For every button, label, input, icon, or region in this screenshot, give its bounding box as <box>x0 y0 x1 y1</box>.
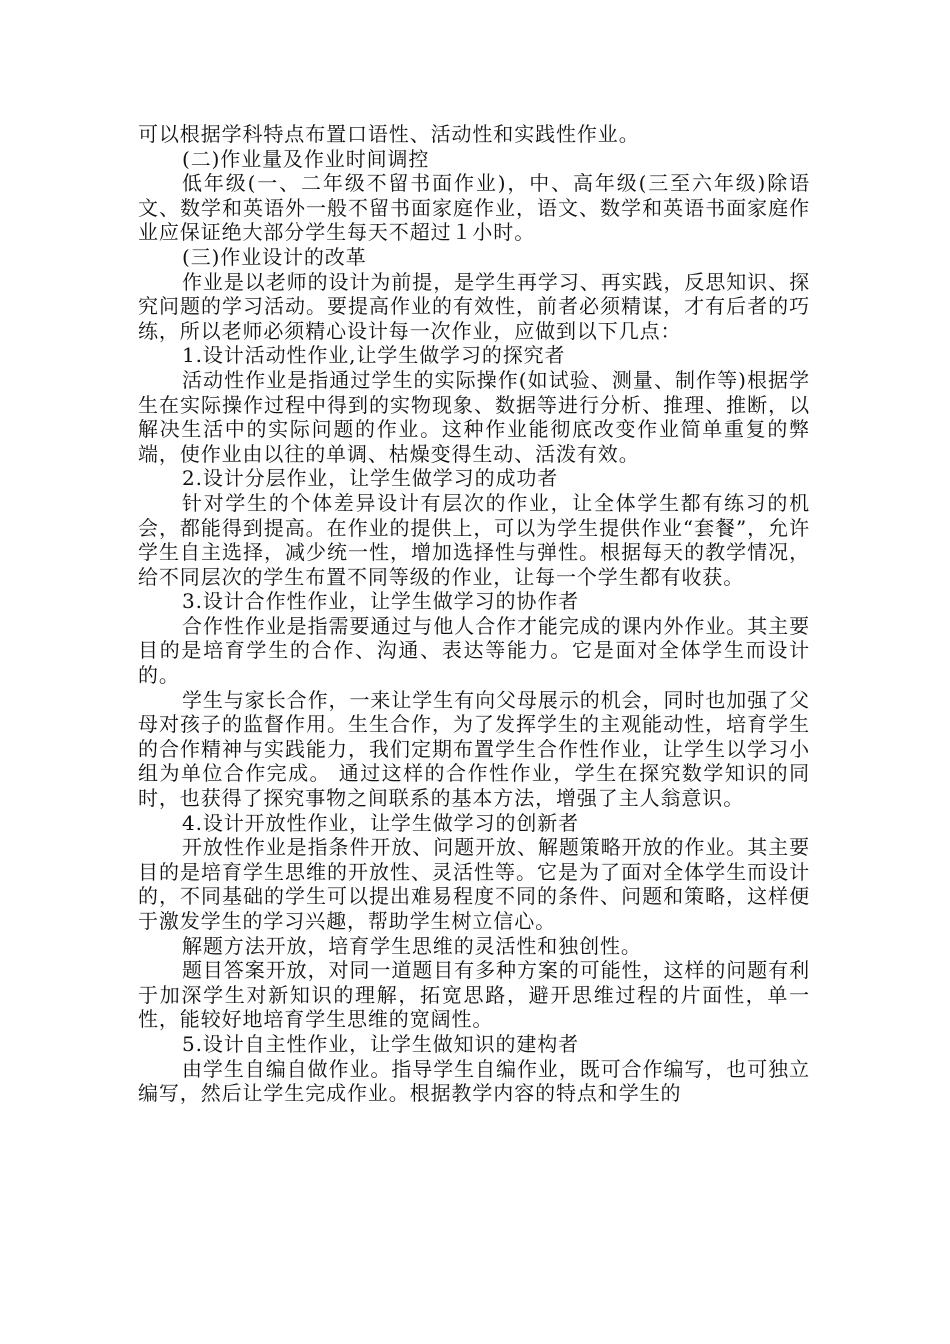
section-heading: (三)作业设计的改革 <box>182 244 367 269</box>
section-heading: 4.设计开放性作业，让学生做学习的创新者 <box>182 810 580 835</box>
paragraph: 开放性作业是指条件开放、问题开放、解题策略开放的作业。其主要目的是培育学生思维的开放性、灵活性等。它是为了面对全体学生而设计的，不同基础的学生可以提出难易程度不同的条件、问题和策略，这样便于激发学生的学习兴趣，帮助学生树立信心。 <box>138 835 810 933</box>
paragraph: 解题方法开放，培育学生思维的灵活性和独创性。 <box>182 933 642 958</box>
paragraph: 作业是以老师的设计为前提，是学生再学习、再实践，反思知识、探究问题的学习活动。要提高作业的有效性，前者必须精谋，才有后者的巧练，所以老师必须精心设计每一次作业，应做到以下几点： <box>138 269 810 343</box>
section-heading: 3.设计合作性作业，让学生做学习的协作者 <box>182 589 580 614</box>
section-heading: 5.设计自主性作业，让学生做知识的建构者 <box>182 1031 580 1056</box>
paragraph: 活动性作业是指通过学生的实际操作(如试验、测量、制作等)根据学生在实际操作过程中得到的实物现象、数据等进行分析、推理、推断，以解决生活中的实际问题的作业。这种作业能彻底改变作业简单重复的弊端，使作业由以往的单调、枯燥变得生动、活泼有效。 <box>138 367 810 466</box>
section-heading: 1.设计活动性作业,让学生做学习的探究者 <box>182 343 566 368</box>
section-heading: (二)作业量及作业时间调控 <box>182 146 430 171</box>
section-heading: 2.设计分层作业，让学生做学习的成功者 <box>182 466 559 491</box>
paragraph: 学生与家长合作，一来让学生有向父母展示的机会，同时也加强了父母对孩子的监督作用。生生合作，为了发挥学生的主观能动性，培育学生的合作精神与实践能力，我们定期布置学生合作性作业，让学生以学习小组为单位合作完成。 通过这样的合作性作业，学生在探究数学知识的同时，也获得了探究事物之间联系的基本方法，增强了主人翁意识。 <box>138 687 810 811</box>
document-body <box>138 122 810 1106</box>
paragraph: 由学生自编自做作业。指导学生自编作业，既可合作编写，也可独立编写，然后让学生完成作业。根据教学内容的特点和学生的 <box>138 1056 810 1106</box>
paragraph: 合作性作业是指需要通过与他人合作才能完成的课内外作业。其主要目的是培育学生的合作、沟通、表达等能力。它是面对全体学生而设计的。 <box>138 613 810 688</box>
paragraph: 低年级(一、二年级不留书面作业)，中、高年级(三至六年级)除语文、数学和英语外一般不留书面家庭作业，语文、数学和英语书面家庭作业应保证绝大部分学生每天不超过１小时。 <box>138 171 810 245</box>
paragraph: 题目答案开放，对同一道题目有多种方案的可能性，这样的问题有利于加深学生对新知识的理解，拓宽思路，避开思维过程的片面性，单一性，能较好地培育学生思维的宽阔性。 <box>138 958 810 1032</box>
paragraph: 可以根据学科特点布置口语性、活动性和实践性作业。 <box>138 122 640 146</box>
paragraph: 针对学生的个体差异设计有层次的作业，让全体学生都有练习的机会，都能得到提高。在作业的提供上，可以为学生提供作业“套餐”，允许学生自主选择，减少统一性，增加选择性与弹性。根据每天的教学情况，给不同层次的学生布置不同等级的作业，让每一个学生都有收获。 <box>138 490 810 589</box>
